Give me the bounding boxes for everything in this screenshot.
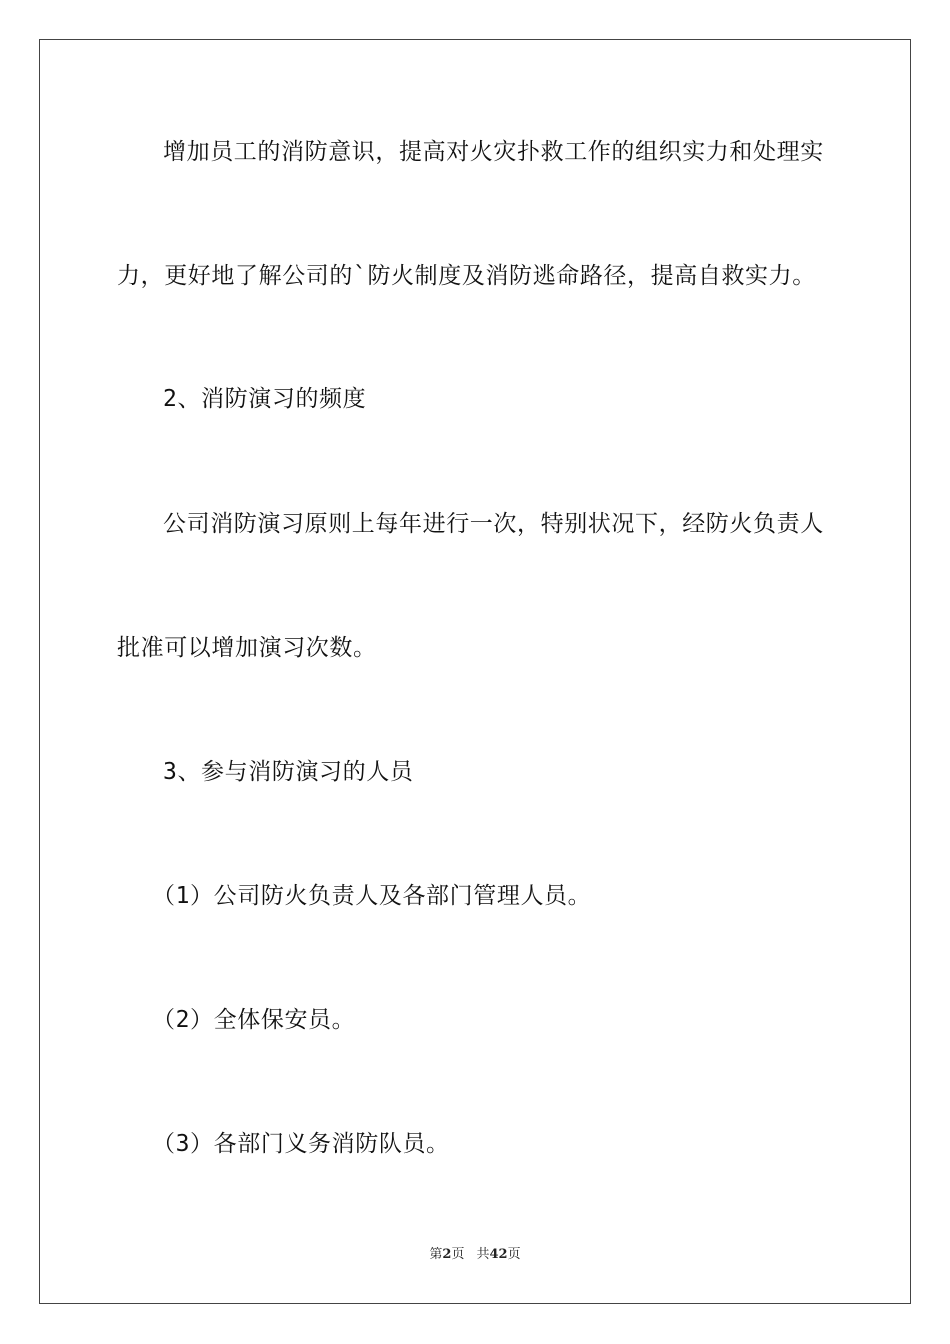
paragraph-line-4: 批准可以增加演习次数。 [117, 635, 377, 661]
footer-page-suffix: 页 [451, 1247, 465, 1262]
list-item-3: （3）各部门义务消防队员。 [152, 1131, 450, 1157]
list-item-1: （1）公司防火负责人及各部门管理人员。 [152, 883, 592, 909]
footer-total-prefix: 共 [476, 1247, 490, 1262]
footer-total-pages: 42 [489, 1247, 508, 1262]
footer-total-suffix: 页 [507, 1247, 521, 1262]
list-item-2: （2）全体保安员。 [152, 1007, 356, 1033]
section-heading-frequency: 2、消防演习的频度 [163, 386, 367, 412]
paragraph-line-1: 增加员工的消防意识，提高对火灾扑救工作的组织实力和处理实 [163, 139, 824, 165]
paragraph-line-2: 力，更好地了解公司的`防火制度及消防逃命路径，提高自救实力。 [117, 263, 816, 289]
page-footer [0, 1246, 950, 1264]
paragraph-line-3: 公司消防演习原则上每年进行一次，特别状况下，经防火负责人 [163, 511, 824, 537]
footer-page-number: 2 [442, 1247, 452, 1262]
footer-page-prefix: 第 [429, 1247, 443, 1262]
section-heading-participants: 3、参与消防演习的人员 [163, 759, 414, 785]
page-frame [39, 39, 911, 1304]
